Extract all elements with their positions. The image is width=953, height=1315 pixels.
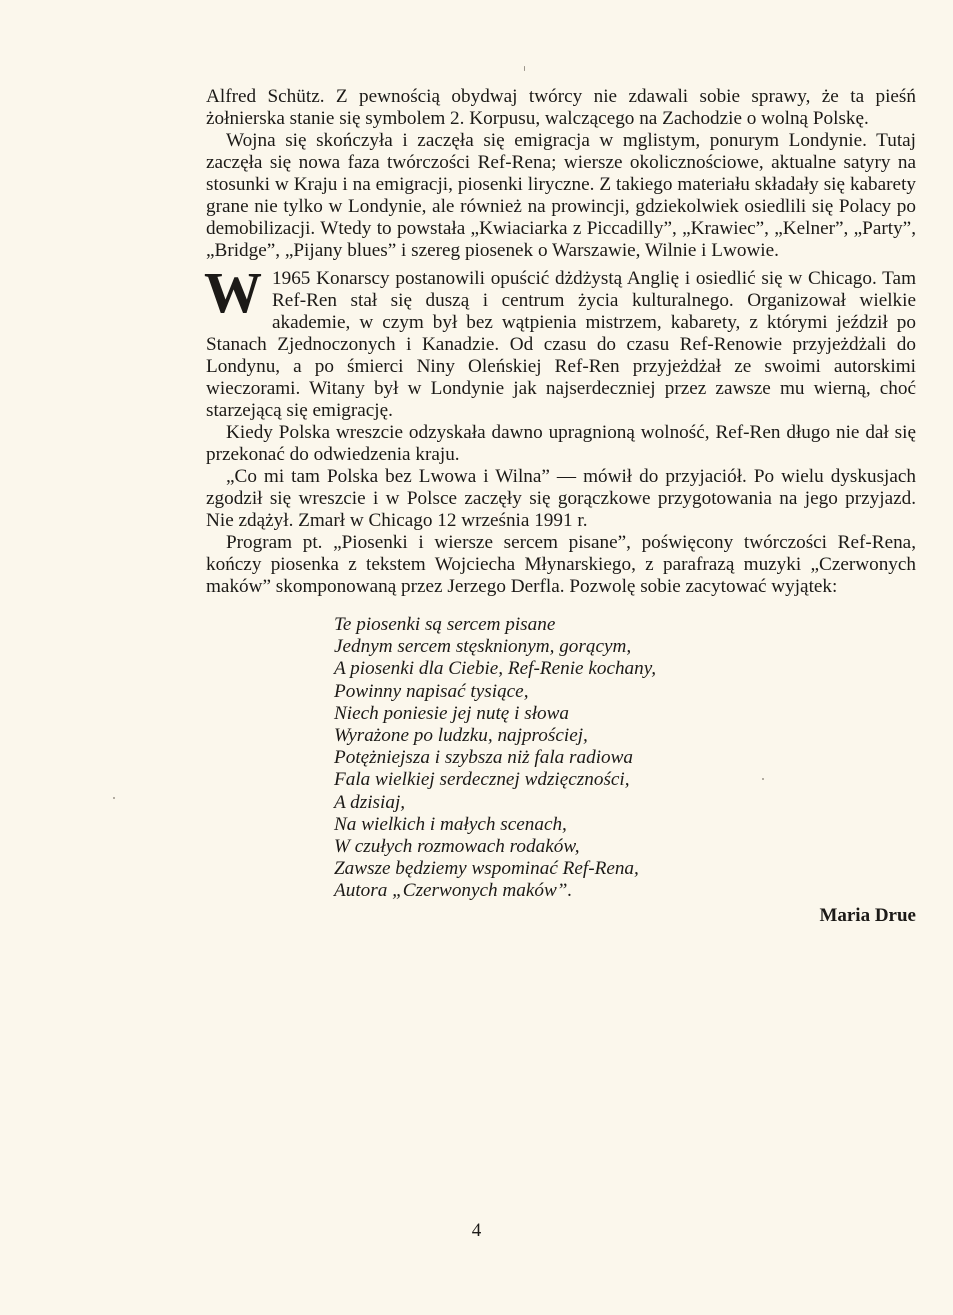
page-body xyxy=(206,86,916,927)
poem-line: Zawsze będziemy wspominać Ref-Rena, xyxy=(334,858,639,880)
paragraph-4: Kiedy Polska wreszcie odzyskała dawno upragnioną wolność, Ref-Ren długo nie dał się przekonać do odwiedzenia kraju. xyxy=(206,422,916,465)
poem-line: Niech poniesie jej nutę i słowa xyxy=(334,702,570,724)
poem-line: Na wielkich i małych scenach, xyxy=(334,813,567,835)
poem-line: W czułych rozmowach rodaków, xyxy=(334,836,580,858)
poem-line: Fala wielkiej serdecznej wdzięczności, xyxy=(334,769,630,791)
poem-line: Wyrażone po ludzku, najprościej, xyxy=(334,725,588,747)
poem-line: Potężniejsza i szybsza niż fala radiowa xyxy=(334,747,634,769)
poem-line: A piosenki dla Ciebie, Ref-Renie kochany, xyxy=(334,658,656,680)
paper-speck xyxy=(113,797,115,799)
poem-quote xyxy=(334,614,916,903)
paragraph-2: Wojna się skończyła i zaczęła się emigracja w mglistym, ponurym Londynie. Tutaj zaczęła się nowa faza twórczości Ref-Rena; wiersze okolicznościowe, aktualne satyry na stosunki w Kraju i na emigracji, piosenki liryczne. Z takiego materiału składały się kabarety grane nie tylko w Londynie, ale również na prowincji, gdziekolwiek osiedlili się Polacy po demobilizacji. Wtedy to powstała „Kwiaciarka z Piccadilly”, „Krawiec”, „Kelner”, „Party”, „Bridge”, „Pijany blues” i szereg piosenek o Warszawie, Wilnie i Lwowie. xyxy=(206,130,916,261)
paragraph-5: „Co mi tam Polska bez Lwowa i Wilna” — mówił do przyjaciół. Po wielu dyskusjach zgodził się wreszcie i w Polsce zaczęły się gorączkowe przygotowania na jego przyjazd. Nie zdążył. Zmarł w Chicago 12 września 1991 r. xyxy=(206,466,916,531)
dropcap-letter: W xyxy=(204,260,262,325)
paragraph-3: 1965 Konarscy postanowili opuścić dżdżystą Anglię i osiedlić się w Chicago. Tam Ref-Ren stał się duszą i centrum życia kulturalnego. Organizował wielkie akademie, w czym był bez wątpienia mistrzem, kabarety, z którymi jeździł po Stanach Zjednoczonych i Kanadzie. Od czasu do czasu Ref-Renowie przyjeżdżali do Londynu, a po śmierci Niny Oleńskiej Ref-Ren przyjeżdżał ze swoimi autorskimi wieczorami. Witany był w Londynie jak najserdeczniej przez zawsze mu wierną, choć starzejącą się emigrację. xyxy=(206,268,916,421)
paper-speck xyxy=(762,778,764,780)
poem-line: Te piosenki są sercem pisane xyxy=(334,614,556,635)
page-number: 4 xyxy=(471,1220,482,1241)
paper-speck xyxy=(524,66,525,71)
poem-line: A dzisiaj, xyxy=(334,791,406,813)
dropcap-paragraph xyxy=(204,260,916,422)
poem-line: Autora „Czerwonych maków”. xyxy=(334,880,573,902)
paragraph-6: Program pt. „Piosenki i wiersze sercem pisane”, poświęcony twórczości Ref-Rena, kończy piosenka z tekstem Wojciecha Młynarskiego, z parafrazą muzyki „Czerwonych maków” skomponowaną przez Jerzego Derfla. Pozwolę sobie zacytować wyjątek: xyxy=(206,532,916,597)
poem-line: Powinny napisać tysiące, xyxy=(334,680,529,702)
author-signature: Maria Drue xyxy=(819,904,916,926)
poem-line: Jednym sercem stęsknionym, gorącym, xyxy=(334,636,632,658)
paragraph-1: Alfred Schütz. Z pewnością obydwaj twórcy nie zdawali sobie sprawy, że ta pieśń żołnierska stanie się symbolem 2. Korpusu, walczącego na Zachodzie o wolną Polskę. xyxy=(206,86,916,129)
